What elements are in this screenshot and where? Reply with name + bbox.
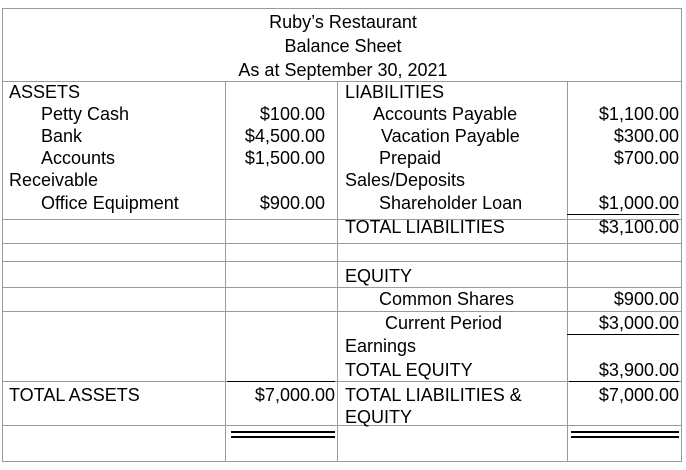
prepaid-label: Prepaid [379,148,442,168]
balance-sheet [2,8,682,462]
total-liabilities-equity-label: TOTAL LIABILITIES & [345,385,522,405]
current-period-earnings-value: $3,000.00 [567,312,679,335]
prepaid-value: $700.00 [613,148,679,168]
company-name: Ruby’s Restaurant [269,12,417,32]
statement-date: As at September 30, 2021 [238,60,448,80]
statement-title: Balance Sheet [284,36,402,56]
bank-value: $4,500.00 [244,126,325,146]
shareholder-loan-label: Shareholder Loan [379,193,523,213]
total-liabilities-value: $3,100.00 [598,217,679,237]
total-equity-label: TOTAL EQUITY [345,360,473,380]
double-underline [571,431,679,438]
common-shares-label: Common Shares [379,289,515,309]
common-shares-value: $900.00 [613,289,679,309]
double-underline [231,431,335,438]
grid-line [3,243,681,244]
petty-cash-value: $100.00 [259,104,325,124]
total-underline [569,381,679,382]
current-period-earnings-label-cont: Earnings [345,336,417,356]
liabilities-heading: LIABILITIES [345,82,445,102]
office-equipment-value: $900.00 [259,193,325,213]
total-liabilities-equity-label-cont: EQUITY [345,407,413,427]
accounts-receivable-label-cont: Receivable [9,170,99,190]
total-liabilities-label: TOTAL LIABILITIES [345,217,505,237]
accounts-receivable-value: $1,500.00 [244,148,325,168]
grid-line [337,81,338,461]
grid-line [3,425,681,426]
total-liabilities-equity-value: $7,000.00 [598,385,679,405]
accounts-payable-value: $1,100.00 [598,104,679,124]
total-assets-value: $7,000.00 [254,385,335,405]
vacation-payable-value: $300.00 [613,126,679,146]
office-equipment-label: Office Equipment [41,193,179,213]
assets-heading: ASSETS [9,82,81,102]
vacation-payable-label: Vacation Payable [381,126,520,146]
accounts-receivable-label: Accounts [41,148,116,168]
current-period-earnings-label: Current Period [385,313,503,333]
shareholder-loan-value: $1,000.00 [567,192,679,215]
petty-cash-label: Petty Cash [41,104,130,124]
bank-label: Bank [41,126,83,146]
total-assets-label: TOTAL ASSETS [9,385,140,405]
grid-line [3,261,681,262]
equity-heading: EQUITY [345,266,413,286]
accounts-payable-label: Accounts Payable [373,104,518,124]
grid-line [3,81,681,82]
total-equity-value: $3,900.00 [598,360,679,380]
total-underline [227,381,335,382]
prepaid-label-cont: Sales/Deposits [345,170,466,190]
